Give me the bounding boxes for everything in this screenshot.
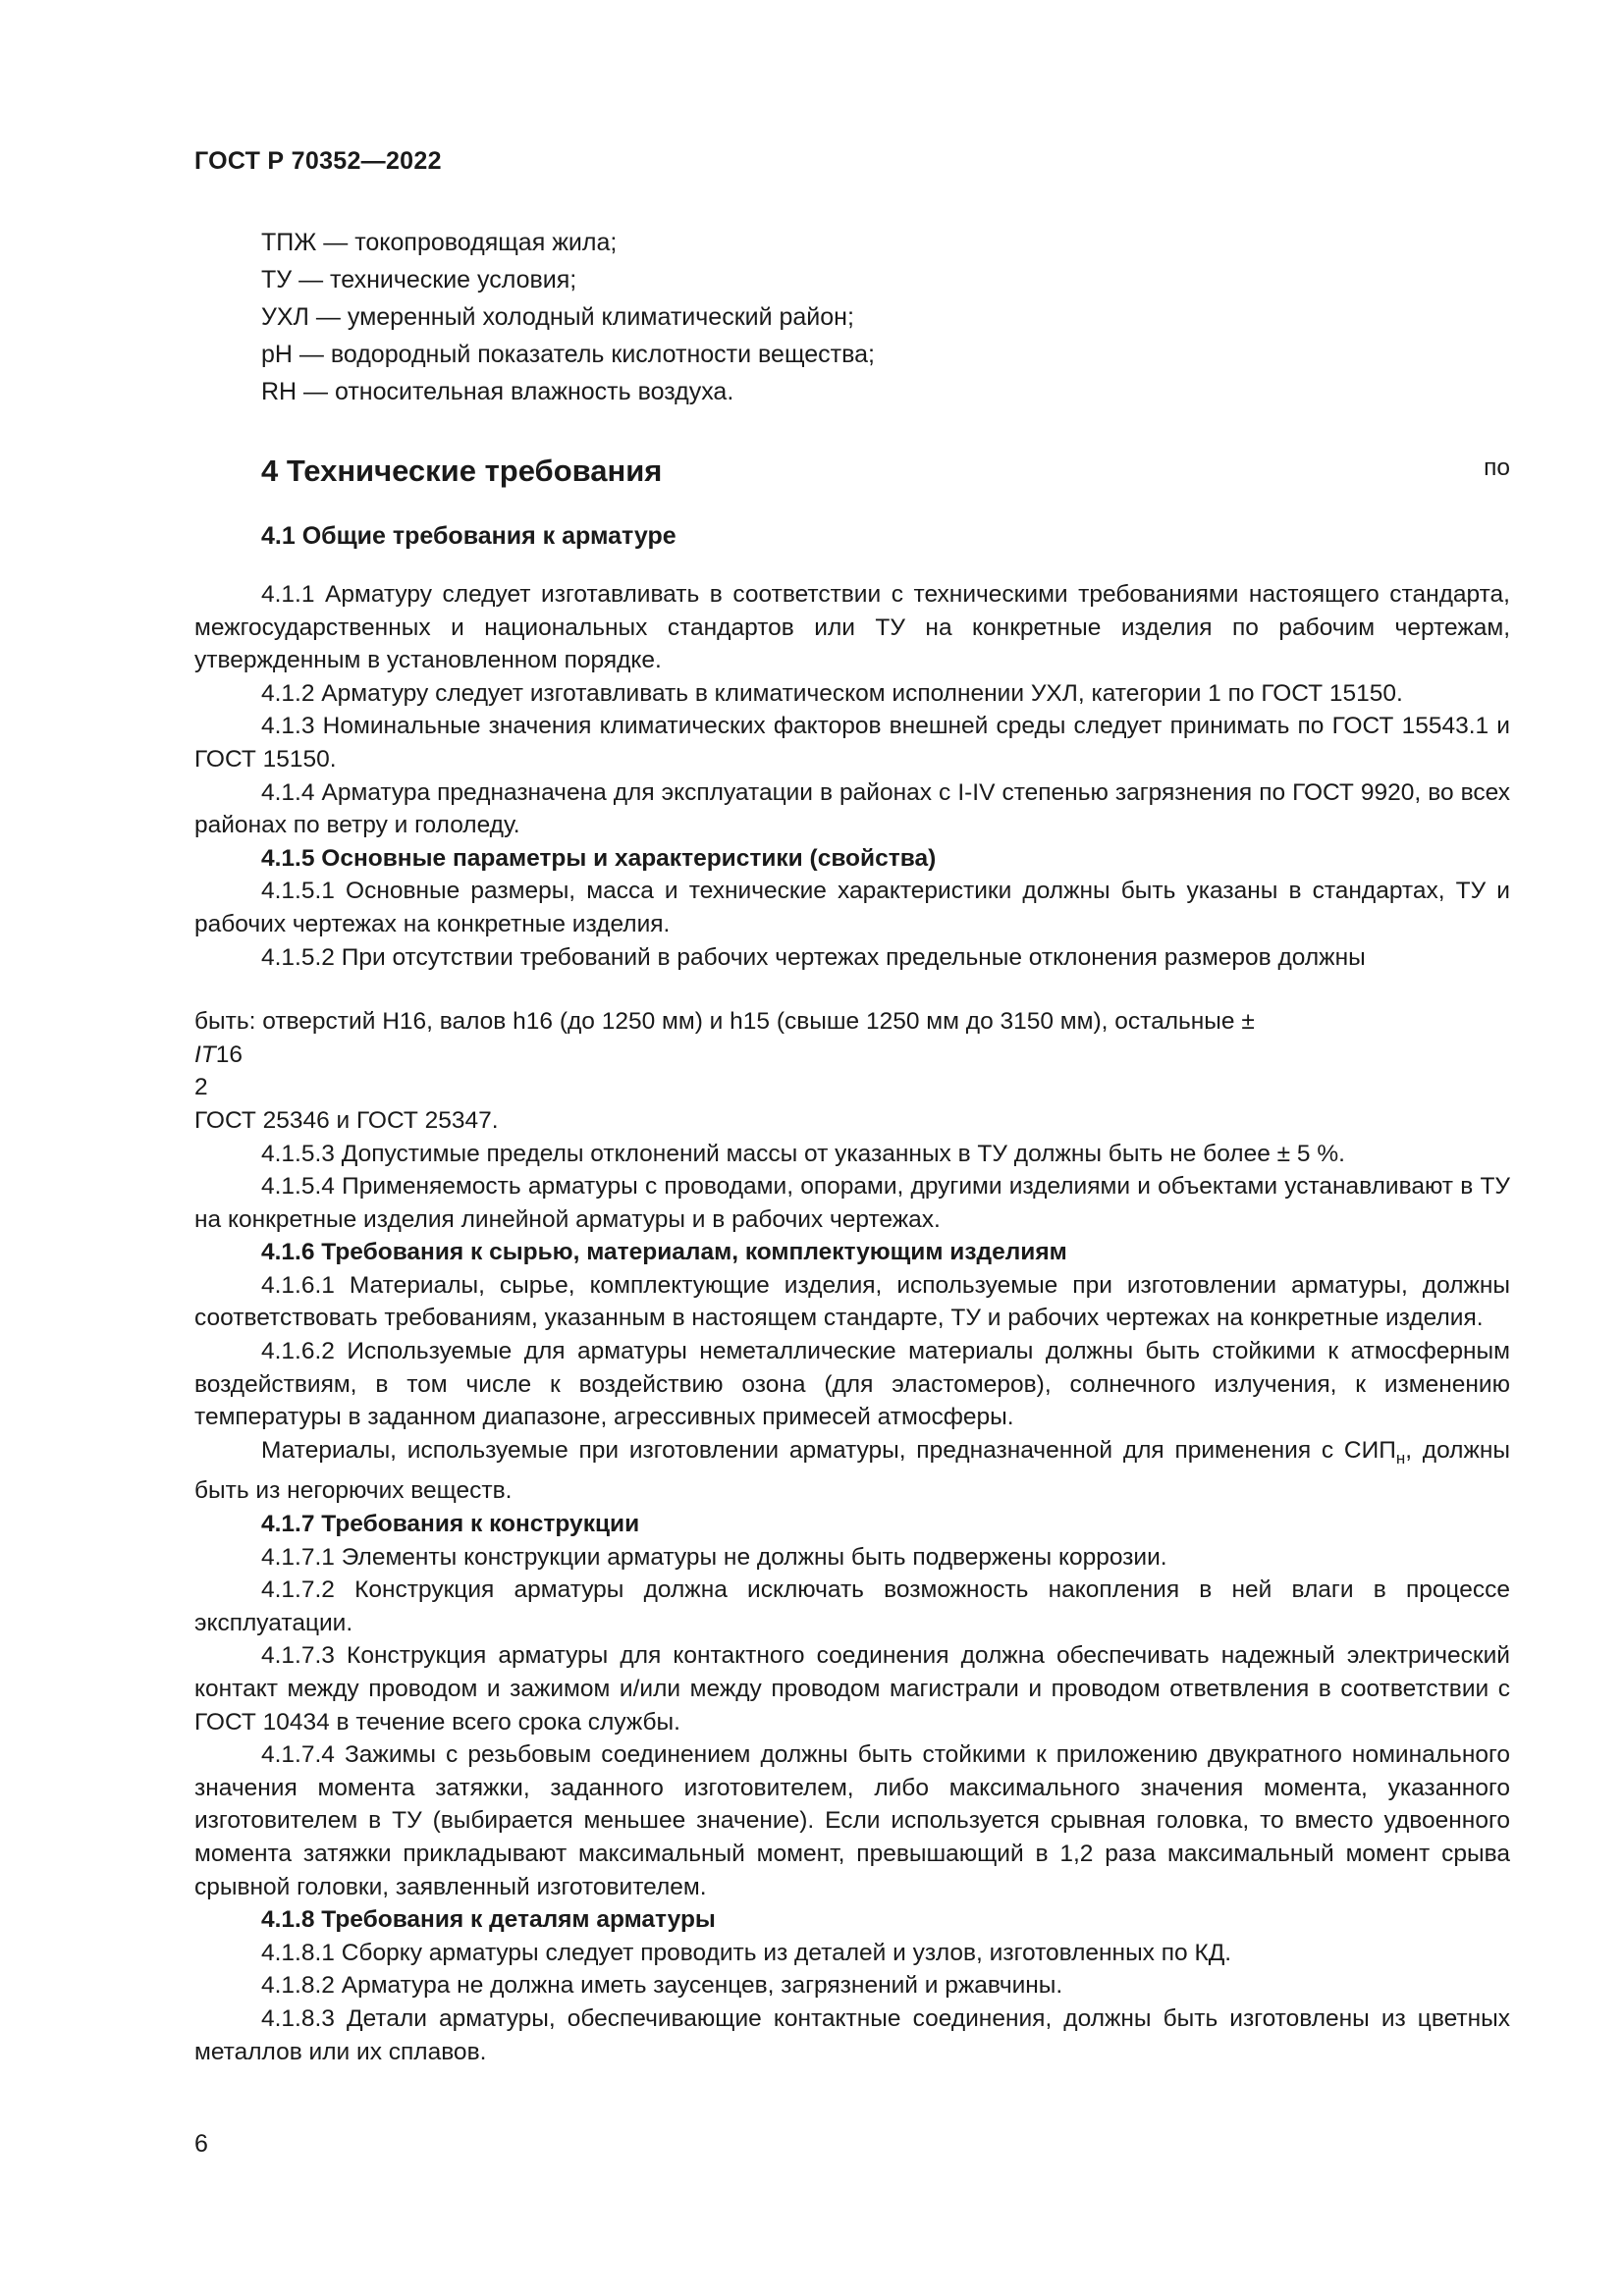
paragraph-4-1-7-2: 4.1.7.2 Конструкция арматуры должна исключать возможность накопления в ней влаги в процессе эксплуатации. (194, 1576, 1510, 1636)
paragraph-4-1-6-1: 4.1.6.1 Материалы, сырье, комплектующие изделия, используемые при изготовлении арматуры, должны соответствовать требованиям, указанным в настоящем стандарте, ТУ и рабочих чертежах на конкретные изделия. (194, 1271, 1510, 1332)
paragraph-4-1-7-1: 4.1.7.1 Элементы конструкции арматуры не должны быть подвержены коррозии. (261, 1543, 1167, 1571)
section-title: 4 Технические требования (261, 454, 663, 488)
abbreviation-item: ТУ — технические условия; (261, 266, 577, 294)
paragraph-4-1-5-2: 4.1.5.2 При отсутствии требований в рабочих чертежах предельные отклонения размеров должны (261, 943, 1366, 971)
paragraph-4-1-5-2-end: ГОСТ 25346 и ГОСТ 25347. (194, 1106, 499, 1134)
subsection-title: 4.1 Общие требования к арматуре (261, 522, 677, 550)
formula-line-text: быть: отверстий H16, валов h16 (до 1250 мм) и h15 (свыше 1250 мм до 3150 мм), остальные ± (194, 1008, 1255, 1036)
heading-4-1-8: 4.1.8 Требования к деталям арматуры (261, 1906, 716, 1934)
fraction-denominator: 2 (194, 1074, 208, 1101)
paragraph-4-1-8-1: 4.1.8.1 Сборку арматуры следует проводить из деталей и узлов, изготовленных по КД. (261, 1939, 1232, 1966)
abbreviation-list (261, 224, 875, 410)
paragraph-materials: Материалы, используемые при изготовлении арматуры, предназначенной для применения с $СИП_н$, должны быть из негорючих веществ. (194, 1436, 1510, 1505)
paragraph-4-1-4: 4.1.4 Арматура предназначена для эксплуатации в районах с I-IV степенью загрязнения по ГОСТ 9920, во всех районах по ветру и гололеду. (194, 778, 1510, 839)
paragraph-4-1-5-1: 4.1.5.1 Основные размеры, масса и технические характеристики должны быть указаны в стандартах, ТУ и рабочих чертежах на конкретные изделия. (194, 878, 1510, 937)
formula-line-tail: по (1484, 454, 1510, 481)
abbreviation-item: УХЛ — умеренный холодный климатический район; (261, 303, 854, 331)
fraction-numerator: IT16 (194, 1041, 244, 1068)
paragraph-4-1-5-4: 4.1.5.4 Применяемость арматуры с проводами, опорами, другими изделиями и объектами устанавливают в ТУ на конкретные изделия линейной арматуры и в рабочих чертежах. (194, 1173, 1510, 1233)
paragraph-4-1-7-4: 4.1.7.4 Зажимы с резьбовым соединением должны быть стойкими к приложению двукратного номинального значения момента затяжки, заданного изготовителем, либо максимального значения момента, указанного изготовителем в ТУ (выбирается меньшее значение). Если используется срывная головка, то вместо удвоенного момента затяжки прикладывают максимальный момент, превышающий в 1,2 раза максимальный момент срыва срывной головки, заявленный изготовителем. (194, 1741, 1510, 1900)
paragraph-4-1-5-2-formula-line (194, 1005, 1510, 1039)
paragraph-4-1-6-2: 4.1.6.2 Используемые для арматуры неметаллические материалы должны быть стойкими к атмосферным воздействиям, в том числе к воздействию озона (для эластомеров), солнечного излучения, к изменению температуры в заданном диапазоне, агрессивных примесей атмосферы. (194, 1338, 1510, 1431)
abbreviation-item: pH — водородный показатель кислотности вещества; (261, 341, 875, 368)
paragraph-4-1-7-3: 4.1.7.3 Конструкция арматуры для контактного соединения должна обеспечивать надежный электрический контакт между проводом и зажимом и/или между проводом магистрали и проводом ответвления в соответствии с ГОСТ 10434 в течение всего срока службы. (194, 1642, 1510, 1735)
heading-4-1-6: 4.1.6 Требования к сырью, материалам, комплектующим изделиям (261, 1239, 1067, 1266)
paragraph-4-1-2: 4.1.2 Арматуру следует изготавливать в климатическом исполнении УХЛ, категории 1 по ГОСТ 15150. (261, 679, 1403, 707)
paragraph-4-1-1: 4.1.1 Арматуру следует изготавливать в соответствии с техническими требованиями настоящего стандарта, межгосударственных и национальных стандартов или ТУ на конкретные изделия по рабочим чертежам, утвержденным в установленном порядке. (194, 581, 1510, 674)
paragraph-4-1-8-2: 4.1.8.2 Арматура не должна иметь заусенцев, загрязнений и ржавчины. (261, 1972, 1063, 2000)
paragraph-4-1-5-3: 4.1.5.3 Допустимые пределы отклонений массы от указанных в ТУ должны быть не более ± 5 %. (261, 1140, 1345, 1167)
document-body (194, 452, 1510, 2068)
abbreviation-item: RH — относительная влажность воздуха. (261, 378, 734, 405)
paragraph-4-1-3: 4.1.3 Номинальные значения климатических факторов внешней среды следует принимать по ГОСТ 15543.1 и ГОСТ 15150. (194, 713, 1510, 773)
page-number: 6 (194, 2130, 208, 2158)
abbreviation-item: ТПЖ — токопроводящая жила; (261, 229, 618, 256)
paragraph-4-1-8-3: 4.1.8.3 Детали арматуры, обеспечивающие контактные соединения, должны быть изготовлены из цветных металлов или их сплавов. (194, 2004, 1510, 2065)
heading-4-1-5: 4.1.5 Основные параметры и характеристики (свойства) (261, 844, 937, 872)
document-header: ГОСТ Р 70352—2022 (194, 147, 442, 175)
heading-4-1-7: 4.1.7 Требования к конструкции (261, 1511, 640, 1538)
